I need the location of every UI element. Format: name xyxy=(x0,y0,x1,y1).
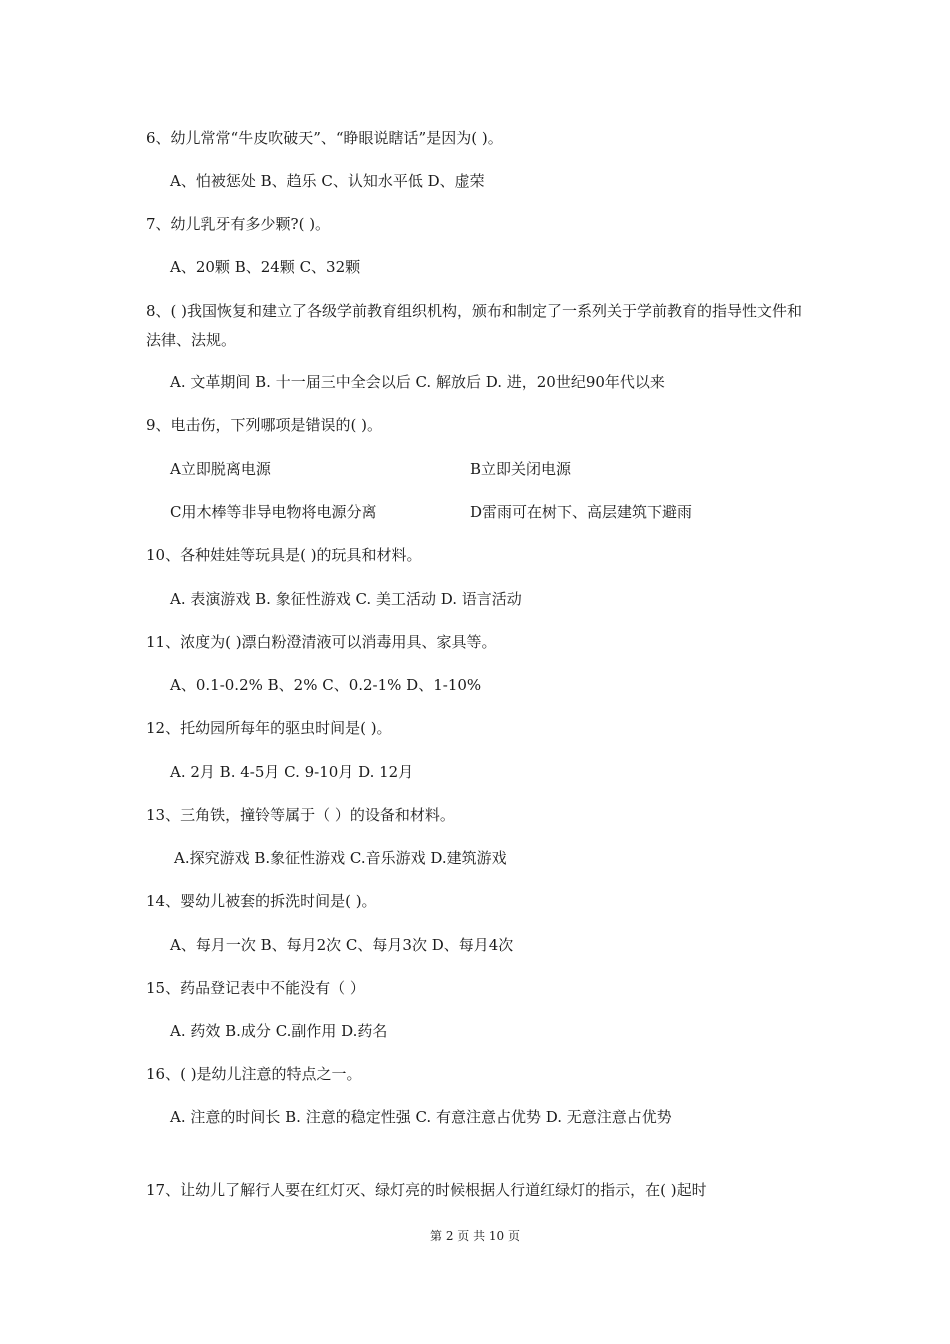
question-10-options: A. 表演游戏 B. 象征性游戏 C. 美工活动 D. 语言活动 xyxy=(170,590,522,608)
question-9: 9、电击伤，下列哪项是错误的( )。 xyxy=(146,416,383,434)
question-12-options: A. 2月 B. 4-5月 C. 9-10月 D. 12月 xyxy=(170,763,414,781)
question-15-options: A. 药效 B.成分 C.副作用 D.药名 xyxy=(170,1022,388,1040)
question-9-option-c: C用木棒等非导电物将电源分离 xyxy=(170,503,377,521)
question-10: 10、各种娃娃等玩具是( )的玩具和材料。 xyxy=(146,546,422,564)
question-15: 15、药品登记表中不能没有（ ） xyxy=(146,979,365,997)
question-9-options-row-1 xyxy=(170,459,870,479)
question-9-option-d: D雷雨可在树下、高层建筑下避雨 xyxy=(470,503,693,521)
question-13-options: A.探究游戏 B.象征性游戏 C.音乐游戏 D.建筑游戏 xyxy=(174,849,507,867)
question-12: 12、托幼园所每年的驱虫时间是( )。 xyxy=(146,719,392,737)
question-17: 17、让幼儿了解行人要在红灯灭、绿灯亮的时候根据人行道红绿灯的指示，在( )起时 xyxy=(146,1181,707,1199)
page-footer: 第 2 页 共 10 页 xyxy=(430,1229,520,1243)
question-13: 13、三角铁，撞铃等属于（ ）的设备和材料。 xyxy=(146,806,455,824)
question-6: 6、幼儿常常“牛皮吹破天”、“睁眼说瞎话”是因为( )。 xyxy=(146,129,503,147)
question-16: 16、( )是幼儿注意的特点之一。 xyxy=(146,1065,362,1083)
question-9-option-b: B立即关闭电源 xyxy=(470,460,572,478)
question-14: 14、婴幼儿被套的拆洗时间是( )。 xyxy=(146,892,377,910)
question-11-options: A、0.1-0.2% B、2% C、0.2-1% D、1-10% xyxy=(170,676,482,694)
question-7: 7、幼儿乳牙有多少颗?( )。 xyxy=(146,215,331,233)
question-14-options: A、每月一次 B、每月2次 C、每月3次 D、每月4次 xyxy=(170,936,514,954)
question-11: 11、浓度为( )漂白粉澄清液可以消毒用具、家具等。 xyxy=(146,633,497,651)
question-8: 8、( )我国恢复和建立了各级学前教育组织机构，颁布和制定了一系列关于学前教育的指导性文件和法律、法规。 xyxy=(146,302,803,349)
question-9-options-row-2 xyxy=(170,502,870,522)
question-7-options: A、20颗 B、24颗 C、32颗 xyxy=(170,258,361,276)
question-16-options: A. 注意的时间长 B. 注意的稳定性强 C. 有意注意占优势 D. 无意注意占优势 xyxy=(170,1108,672,1126)
question-6-options: A、怕被惩处 B、趋乐 C、认知水平低 D、虚荣 xyxy=(170,172,485,190)
question-9-option-a: A立即脱离电源 xyxy=(170,460,271,478)
question-8-options: A. 文革期间 B. 十一届三中全会以后 C. 解放后 D. 进，20世纪90年代以来 xyxy=(170,373,665,391)
